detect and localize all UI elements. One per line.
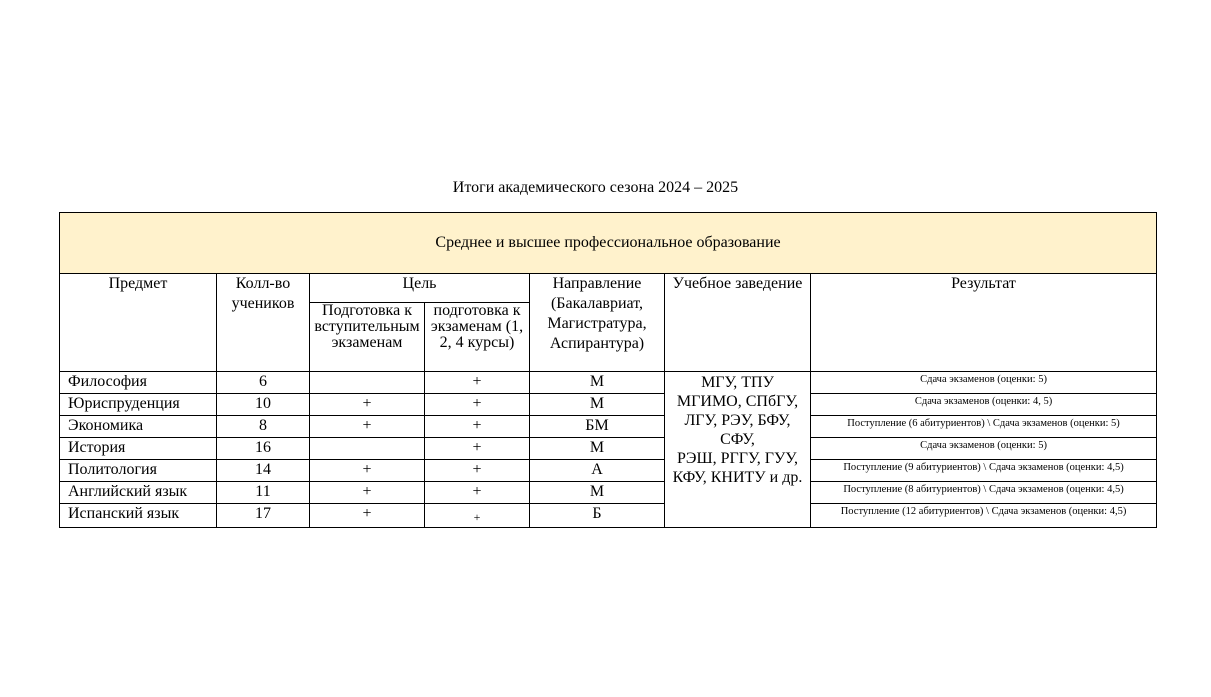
cell-exams: + [425,482,530,504]
cell-entrance: + [310,394,425,416]
cell-result: Поступление (8 абитуриентов) \ Сдача экзаменов (оценки: 4,5) [811,482,1157,504]
table-row [60,482,1157,504]
cell-entrance: + [310,460,425,482]
cell-result: Поступление (6 абитуриентов) \ Сдача экзаменов (оценки: 5) [811,416,1157,438]
table-row [60,438,1157,460]
cell-result: Сдача экзаменов (оценки: 4, 5) [811,394,1157,416]
cell-exams: + [425,372,530,394]
cell-exams: + [425,460,530,482]
cell-entrance: + [310,504,425,528]
cell-exams: + [425,438,530,460]
cell-subject: Английский язык [60,482,217,504]
cell-subject: Юриспруденция [60,394,217,416]
cell-direction: М [530,438,665,460]
cell-institutions [665,372,811,528]
table-row [60,372,1157,394]
header-subject: Предмет [60,274,217,372]
cell-entrance: + [310,416,425,438]
header-goal: Цель [310,274,530,303]
cell-result: Сдача экзаменов (оценки: 5) [811,438,1157,460]
cell-exams: + [425,394,530,416]
table-row [60,504,1157,528]
banner-row [60,213,1157,274]
table-row [60,416,1157,438]
header-row [60,274,1157,303]
cell-entrance [310,372,425,394]
cell-entrance [310,438,425,460]
cell-count: 6 [217,372,310,394]
results-table [59,212,1157,528]
header-result: Результат [811,274,1157,372]
header-goal-exams: подготовка к экзаменам (1, 2, 4 курсы) [425,303,530,372]
cell-result: Поступление (9 абитуриентов) \ Сдача экзаменов (оценки: 4,5) [811,460,1157,482]
cell-subject: Испанский язык [60,504,217,528]
institutions-line-1: МГУ, ТПУ МГИМО, СПбГУ, ЛГУ, РЭУ, БФУ, СФУ, [676,374,799,448]
table-row [60,394,1157,416]
cell-result: Поступление (12 абитуриентов) \ Сдача экзаменов (оценки: 4,5) [811,504,1157,528]
cell-exams: + [425,416,530,438]
cell-count: 14 [217,460,310,482]
cell-direction: М [530,482,665,504]
cell-count: 8 [217,416,310,438]
header-count: Колл-во учеников [217,274,310,372]
cell-exams: + [425,504,530,528]
cell-subject: Политология [60,460,217,482]
table-row [60,460,1157,482]
institutions-line-2: РЭШ, РГГУ, ГУУ, КФУ, КНИТУ и др. [672,450,803,486]
header-direction: Направление (Бакалавриат, Магистратура, Аспирантура) [530,274,665,372]
cell-direction: М [530,372,665,394]
cell-subject: Философия [60,372,217,394]
cell-count: 17 [217,504,310,528]
cell-count: 11 [217,482,310,504]
cell-subject: История [60,438,217,460]
cell-result: Сдача экзаменов (оценки: 5) [811,372,1157,394]
cell-entrance: + [310,482,425,504]
cell-direction: М [530,394,665,416]
page-title: Итоги академического сезона 2024 – 2025 [452,179,739,196]
header-institution: Учебное заведение [665,274,811,372]
cell-direction: БМ [530,416,665,438]
cell-direction: А [530,460,665,482]
banner-cell: Среднее и высшее профессиональное образование [60,213,1157,274]
cell-count: 10 [217,394,310,416]
cell-subject: Экономика [60,416,217,438]
header-goal-entrance: Подготовка к вступительным экзаменам [310,303,425,372]
cell-direction: Б [530,504,665,528]
cell-count: 16 [217,438,310,460]
